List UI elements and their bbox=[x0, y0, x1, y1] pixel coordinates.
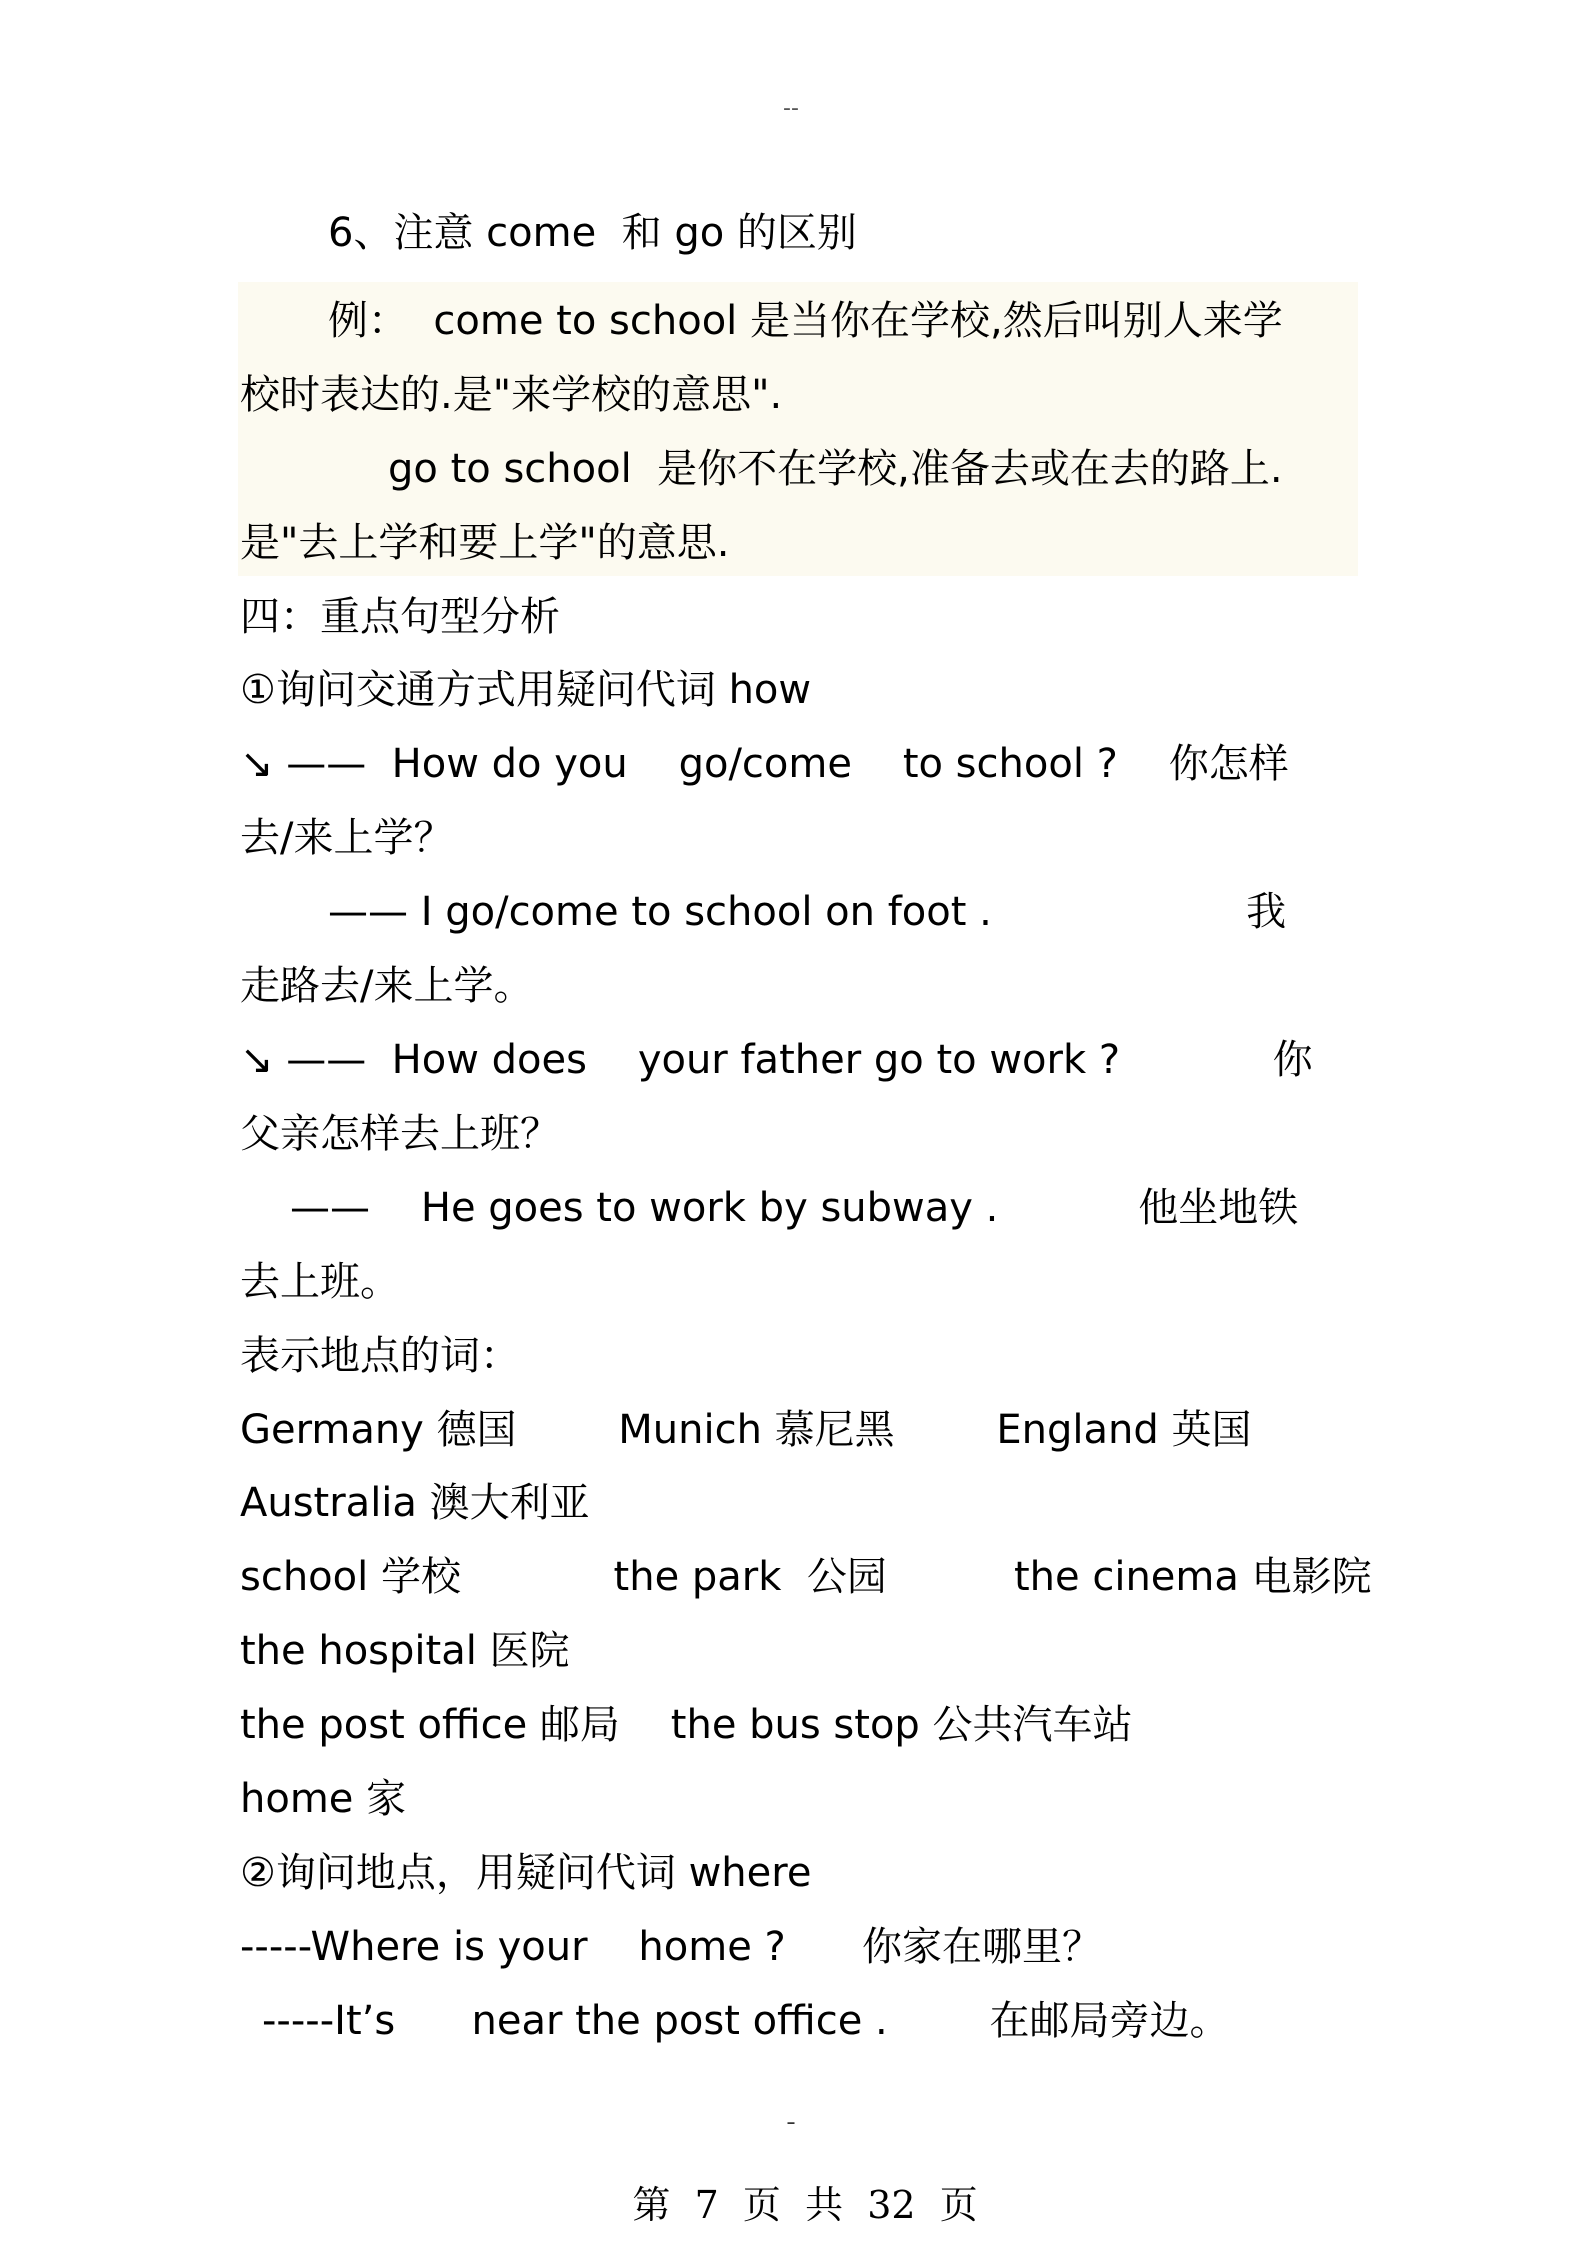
places-row-3: school 学校 the park 公园 the cinema 电影院 bbox=[240, 1554, 1372, 1600]
footer-tick-mark: ¯ bbox=[785, 2118, 797, 2146]
header-mark: -- bbox=[783, 96, 799, 121]
places-row-2: Australia 澳大利亚 bbox=[240, 1480, 590, 1526]
example-line-3: go to school 是你不在学校,准备去或在去的路上. bbox=[388, 446, 1283, 492]
item1-answer2-line2: 去上班。 bbox=[240, 1259, 400, 1305]
item1-question1-line2: 去/来上学？ bbox=[240, 815, 454, 861]
places-heading: 表示地点的词： bbox=[240, 1333, 520, 1379]
example-line-4: 是"去上学和要上学"的意思. bbox=[240, 520, 730, 566]
page-number-text: 第 7 页 共 32 页 bbox=[632, 2183, 978, 2227]
item1-answer1-line1: —— I go/come to school on foot . 我 bbox=[328, 889, 1287, 935]
item1-question2-line2: 父亲怎样去上班？ bbox=[240, 1111, 560, 1157]
item2-question-line: -----Where is your home ? 你家在哪里？ bbox=[240, 1924, 1103, 1970]
item1-heading: ①询问交通方式用疑问代词 how bbox=[240, 667, 812, 713]
item1-question2-line1: ↘ —— How does your father go to work ? 你 bbox=[240, 1037, 1313, 1083]
part4-heading: 四：重点句型分析 bbox=[240, 594, 560, 640]
item1-answer1-line2: 走路去/来上学。 bbox=[240, 963, 534, 1009]
example-line-2: 校时表达的.是"来学校的意思". bbox=[240, 372, 783, 418]
item2-answer-line: -----It’s near the post office . 在邮局旁边。 bbox=[262, 1998, 1230, 2044]
item1-answer2-line1: —— He goes to work by subway . 他坐地铁 bbox=[290, 1185, 1299, 1231]
places-row-6: home 家 bbox=[240, 1776, 407, 1822]
example-line-1: 例： come to school 是当你在学校,然后叫别人来学 bbox=[328, 298, 1283, 344]
places-row-4: the hospital 医院 bbox=[240, 1628, 570, 1674]
places-row-1: Germany 德国 Munich 慕尼黑 England 英国 bbox=[240, 1407, 1252, 1453]
section-heading: 6、注意 come 和 go 的区别 bbox=[328, 210, 857, 256]
places-row-5: the post office 邮局 the bus stop 公共汽车站 bbox=[240, 1702, 1133, 1748]
item1-question1-line1: ↘ —— How do you go/come to school ? 你怎样 bbox=[240, 741, 1289, 787]
item2-heading: ②询问地点，用疑问代词 where bbox=[240, 1850, 812, 1896]
